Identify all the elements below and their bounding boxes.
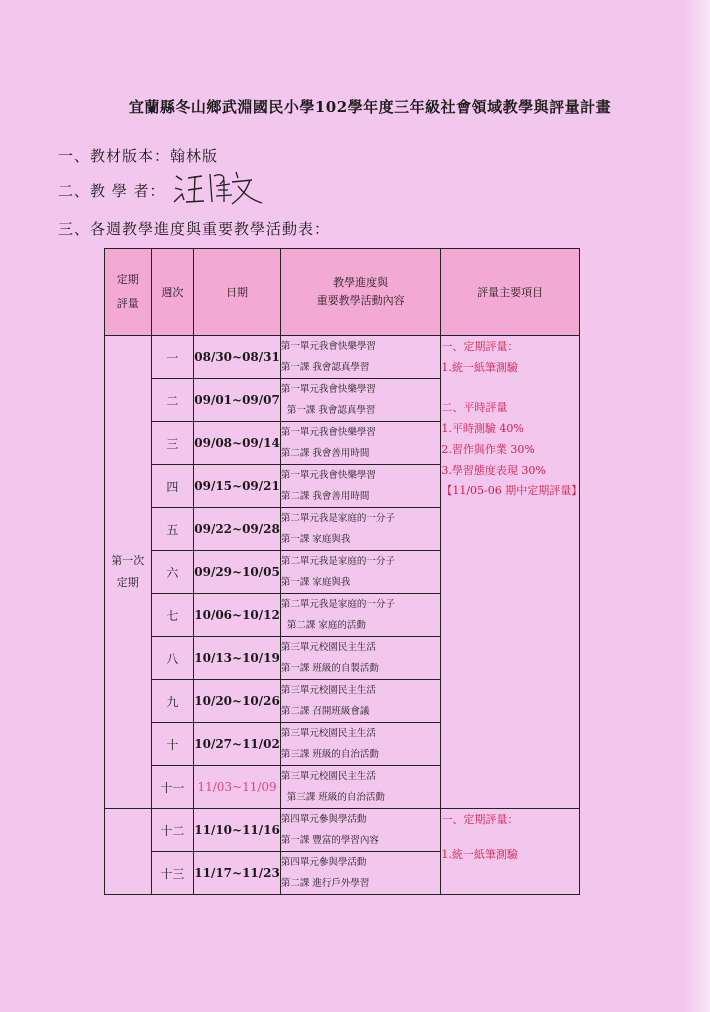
activity-cell <box>280 723 440 766</box>
activity-cell <box>280 680 440 723</box>
activity-cell <box>280 852 440 895</box>
date-cell: 10/20~10/26 <box>194 680 281 723</box>
week-cell: 一 <box>151 336 194 379</box>
unit-text: 第一單元我會快樂學習 <box>280 341 376 352</box>
unit-text: 第三單元校園民主生活 <box>280 728 376 739</box>
date-cell: 11/10~11/16 <box>194 809 281 852</box>
session-1-cell <box>105 336 152 809</box>
header-assessment: 評量主要項目 <box>441 249 580 336</box>
lesson-text: 第三課 班級的自治活動 <box>286 792 385 803</box>
lesson-text: 第二課 召開班級會議 <box>280 706 370 717</box>
lesson-text: 第一課 豐富的學習內容 <box>280 835 379 846</box>
activity-cell <box>280 594 440 637</box>
table-header <box>105 249 580 336</box>
unit-text: 第四單元參與學活動 <box>280 814 367 825</box>
week-cell: 十二 <box>151 809 194 852</box>
teacher-label: 二、教 學 者： <box>58 182 166 200</box>
activity-cell <box>280 336 440 379</box>
lesson-text: 第三課 班級的自治活動 <box>280 749 379 760</box>
week-cell: 十一 <box>151 766 194 809</box>
week-cell: 七 <box>151 594 194 637</box>
week-cell: 十三 <box>151 852 194 895</box>
activity-cell <box>280 551 440 594</box>
assessment-2-line-a: 一、定期評量： <box>441 813 519 826</box>
unit-text: 第一單元我會快樂學習 <box>280 384 376 395</box>
schedule-table <box>104 248 583 895</box>
unit-text: 第二單元我是家庭的一分子 <box>280 599 395 610</box>
date-cell: 08/30~08/31 <box>194 336 281 379</box>
lesson-text: 第二課 進行戶外學習 <box>280 878 370 889</box>
date-cell: 10/27~11/02 <box>194 723 281 766</box>
assessment-1-line-g: 【11/05-06 期中定期評量】 <box>441 484 583 497</box>
table-row <box>105 809 580 852</box>
assessment-cell-2 <box>441 809 580 895</box>
unit-text: 第二單元我是家庭的一分子 <box>280 513 395 524</box>
unit-text: 第四單元參與學活動 <box>280 857 367 868</box>
lesson-text: 第一課 我會認真學習 <box>286 405 376 416</box>
unit-text: 第二單元我是家庭的一分子 <box>280 556 395 567</box>
lesson-text: 第一課 班級的自製活動 <box>280 663 379 674</box>
unit-text: 第三單元校園民主生活 <box>280 642 376 653</box>
header-content <box>280 249 440 336</box>
activity-cell <box>280 422 440 465</box>
week-cell: 五 <box>151 508 194 551</box>
date-cell: 09/01~09/07 <box>194 379 281 422</box>
header-eval-period-2: 評量 <box>116 297 139 310</box>
header-content-1: 教學進度與 <box>333 276 389 289</box>
lesson-text: 第一課 家庭與我 <box>280 534 351 545</box>
textbook-label: 一、教材版本： <box>58 147 171 165</box>
lesson-text: 第一課 我會認真學習 <box>280 362 370 373</box>
header-eval-period-1: 定期 <box>116 273 139 286</box>
unit-text: 第一單元我會快樂學習 <box>280 470 376 481</box>
week-cell: 二 <box>151 379 194 422</box>
week-cell: 十 <box>151 723 194 766</box>
session-2-cell <box>105 809 152 895</box>
lesson-text: 第二課 我會善用時間 <box>280 491 370 502</box>
assessment-2-line-b: 1.統一紙筆測驗 <box>441 848 518 861</box>
date-cell: 09/22~09/28 <box>194 508 281 551</box>
session-1-line-2: 定期 <box>116 576 139 589</box>
date-cell: 10/06~10/12 <box>194 594 281 637</box>
teacher-signature <box>172 168 272 208</box>
date-cell: 11/03~11/09 <box>194 766 281 809</box>
week-cell: 三 <box>151 422 194 465</box>
header-eval-period <box>105 249 152 336</box>
date-cell: 09/08~09/14 <box>194 422 281 465</box>
activity-cell <box>280 766 440 809</box>
textbook-value: 翰林版 <box>170 147 219 165</box>
header-content-2: 重要教學活動內容 <box>316 294 405 307</box>
date-cell: 09/15~09/21 <box>194 465 281 508</box>
assessment-1-line-c: 二、平時評量 <box>441 401 508 414</box>
page-title: 宜蘭縣冬山鄉武淵國民小學102學年度三年級社會領域教學與評量計畫 <box>128 98 612 116</box>
teacher-line <box>58 180 166 201</box>
table-row <box>105 336 580 379</box>
unit-text: 第一單元我會快樂學習 <box>280 427 376 438</box>
paper-edge <box>684 0 710 1012</box>
week-cell: 六 <box>151 551 194 594</box>
date-cell: 10/13~10/19 <box>194 637 281 680</box>
assessment-cell-1 <box>441 336 583 809</box>
assessment-1-line-d: 1.平時測驗 40% <box>441 422 524 435</box>
week-cell: 八 <box>151 637 194 680</box>
date-cell: 11/17~11/23 <box>194 852 281 895</box>
assessment-1-line-a: 一、定期評量： <box>441 340 519 353</box>
unit-text: 第三單元校園民主生活 <box>280 771 376 782</box>
activity-cell <box>280 379 440 422</box>
header-week: 週次 <box>151 249 194 336</box>
activity-cell <box>280 809 440 852</box>
lesson-text: 第二課 家庭的活動 <box>286 620 366 631</box>
activity-cell <box>280 637 440 680</box>
date-cell: 09/29~10/05 <box>194 551 281 594</box>
week-cell: 九 <box>151 680 194 723</box>
header-date: 日期 <box>194 249 281 336</box>
unit-text: 第三單元校園民主生活 <box>280 685 376 696</box>
week-cell: 四 <box>151 465 194 508</box>
assessment-1-line-f: 3.學習態度表現 30% <box>441 464 546 477</box>
assessment-1-line-b: 1.統一紙筆測驗 <box>441 361 518 374</box>
lesson-text: 第二課 我會善用時間 <box>280 448 370 459</box>
textbook-version <box>58 145 218 166</box>
activity-cell <box>280 465 440 508</box>
assessment-1-line-e: 2.習作與作業 30% <box>441 443 535 456</box>
session-1-line-1: 第一次 <box>111 554 145 567</box>
schedule-heading: 三、各週教學進度與重要教學活動表： <box>58 220 331 238</box>
activity-cell <box>280 508 440 551</box>
lesson-text: 第一課 家庭與我 <box>280 577 351 588</box>
